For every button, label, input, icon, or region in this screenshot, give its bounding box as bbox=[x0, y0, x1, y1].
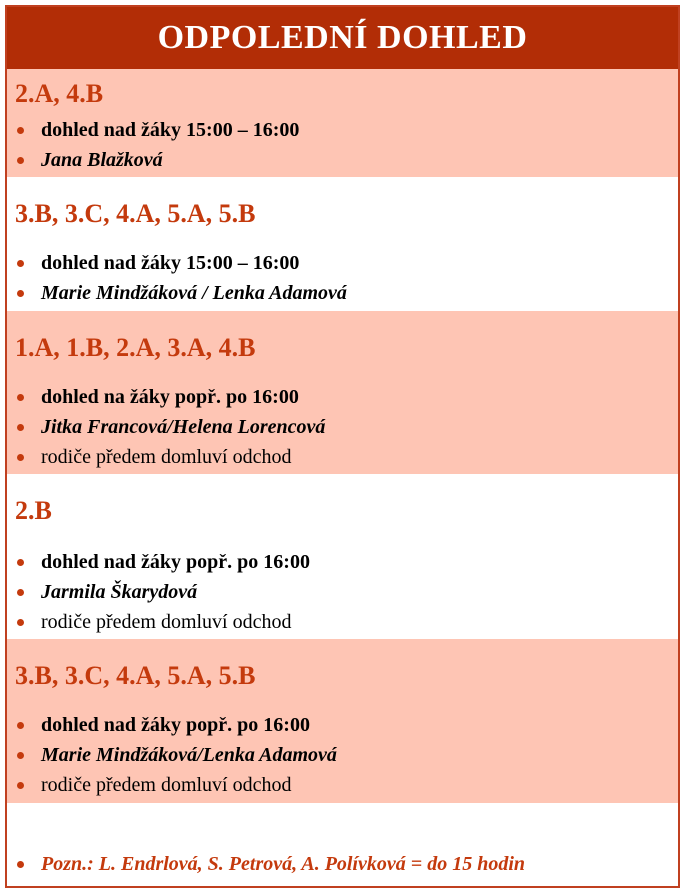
list-item bbox=[17, 416, 325, 439]
bullet-icon bbox=[17, 260, 24, 267]
list-item bbox=[17, 252, 299, 275]
list-item bbox=[17, 386, 299, 409]
bullet-icon bbox=[17, 290, 24, 297]
bullet-icon bbox=[17, 424, 24, 431]
page-title: ODPOLEDNÍ DOHLED bbox=[7, 7, 678, 69]
teacher-name: Marie Mindžáková / Lenka Adamová bbox=[41, 282, 347, 304]
class-group-section bbox=[7, 177, 678, 311]
bullet-icon bbox=[17, 127, 24, 134]
bullet-icon bbox=[17, 454, 24, 461]
bullet-icon bbox=[17, 619, 24, 626]
teacher-name: Jarmila Škarydová bbox=[41, 581, 198, 603]
teacher-name: Jitka Francová/Helena Lorencová bbox=[41, 416, 326, 438]
list-item bbox=[17, 611, 292, 634]
list-item bbox=[17, 282, 347, 305]
schedule-panel bbox=[5, 5, 680, 888]
pickup-note: rodiče předem domluví odchod bbox=[41, 611, 292, 633]
list-item bbox=[17, 714, 310, 737]
class-group-heading: 2.B bbox=[15, 496, 52, 525]
list-item bbox=[17, 581, 197, 604]
supervision-time: dohled nad žáky popř. po 16:00 bbox=[41, 551, 310, 573]
bullet-icon bbox=[17, 752, 24, 759]
class-group-section bbox=[7, 639, 678, 803]
class-group-heading: 1.A, 1.B, 2.A, 3.A, 4.B bbox=[15, 333, 256, 362]
list-item bbox=[17, 119, 299, 142]
supervision-time: dohled nad žáky 15:00 – 16:00 bbox=[41, 119, 300, 141]
teacher-name: Jana Blažková bbox=[41, 149, 163, 171]
class-group-section bbox=[7, 311, 678, 474]
footer-note-section bbox=[7, 803, 678, 886]
class-group-section bbox=[7, 474, 678, 639]
class-group-heading: 3.B, 3.C, 4.A, 5.A, 5.B bbox=[15, 199, 256, 228]
list-item bbox=[17, 774, 292, 797]
teacher-name: Marie Mindžáková/Lenka Adamová bbox=[41, 744, 337, 766]
bullet-icon bbox=[17, 589, 24, 596]
bullet-icon bbox=[17, 394, 24, 401]
supervision-time: dohled na žáky popř. po 16:00 bbox=[41, 386, 299, 408]
pickup-note: rodiče předem domluví odchod bbox=[41, 446, 292, 468]
bullet-icon bbox=[17, 559, 24, 566]
class-group-heading: 3.B, 3.C, 4.A, 5.A, 5.B bbox=[15, 661, 256, 690]
class-group-heading: 2.A, 4.B bbox=[15, 79, 104, 108]
supervision-time: dohled nad žáky 15:00 – 16:00 bbox=[41, 252, 300, 274]
list-item bbox=[17, 446, 292, 469]
list-item bbox=[17, 853, 525, 876]
pickup-note: rodiče předem domluví odchod bbox=[41, 774, 292, 796]
list-item bbox=[17, 744, 337, 767]
supervision-time: dohled nad žáky popř. po 16:00 bbox=[41, 714, 310, 736]
bullet-icon bbox=[17, 157, 24, 164]
bullet-icon bbox=[17, 861, 24, 868]
list-item bbox=[17, 551, 310, 574]
bullet-icon bbox=[17, 722, 24, 729]
footer-note: Pozn.: L. Endrlová, S. Petrová, A. Polívková = do 15 hodin bbox=[41, 853, 525, 875]
bullet-icon bbox=[17, 782, 24, 789]
class-group-section bbox=[7, 69, 678, 177]
list-item bbox=[17, 149, 163, 172]
